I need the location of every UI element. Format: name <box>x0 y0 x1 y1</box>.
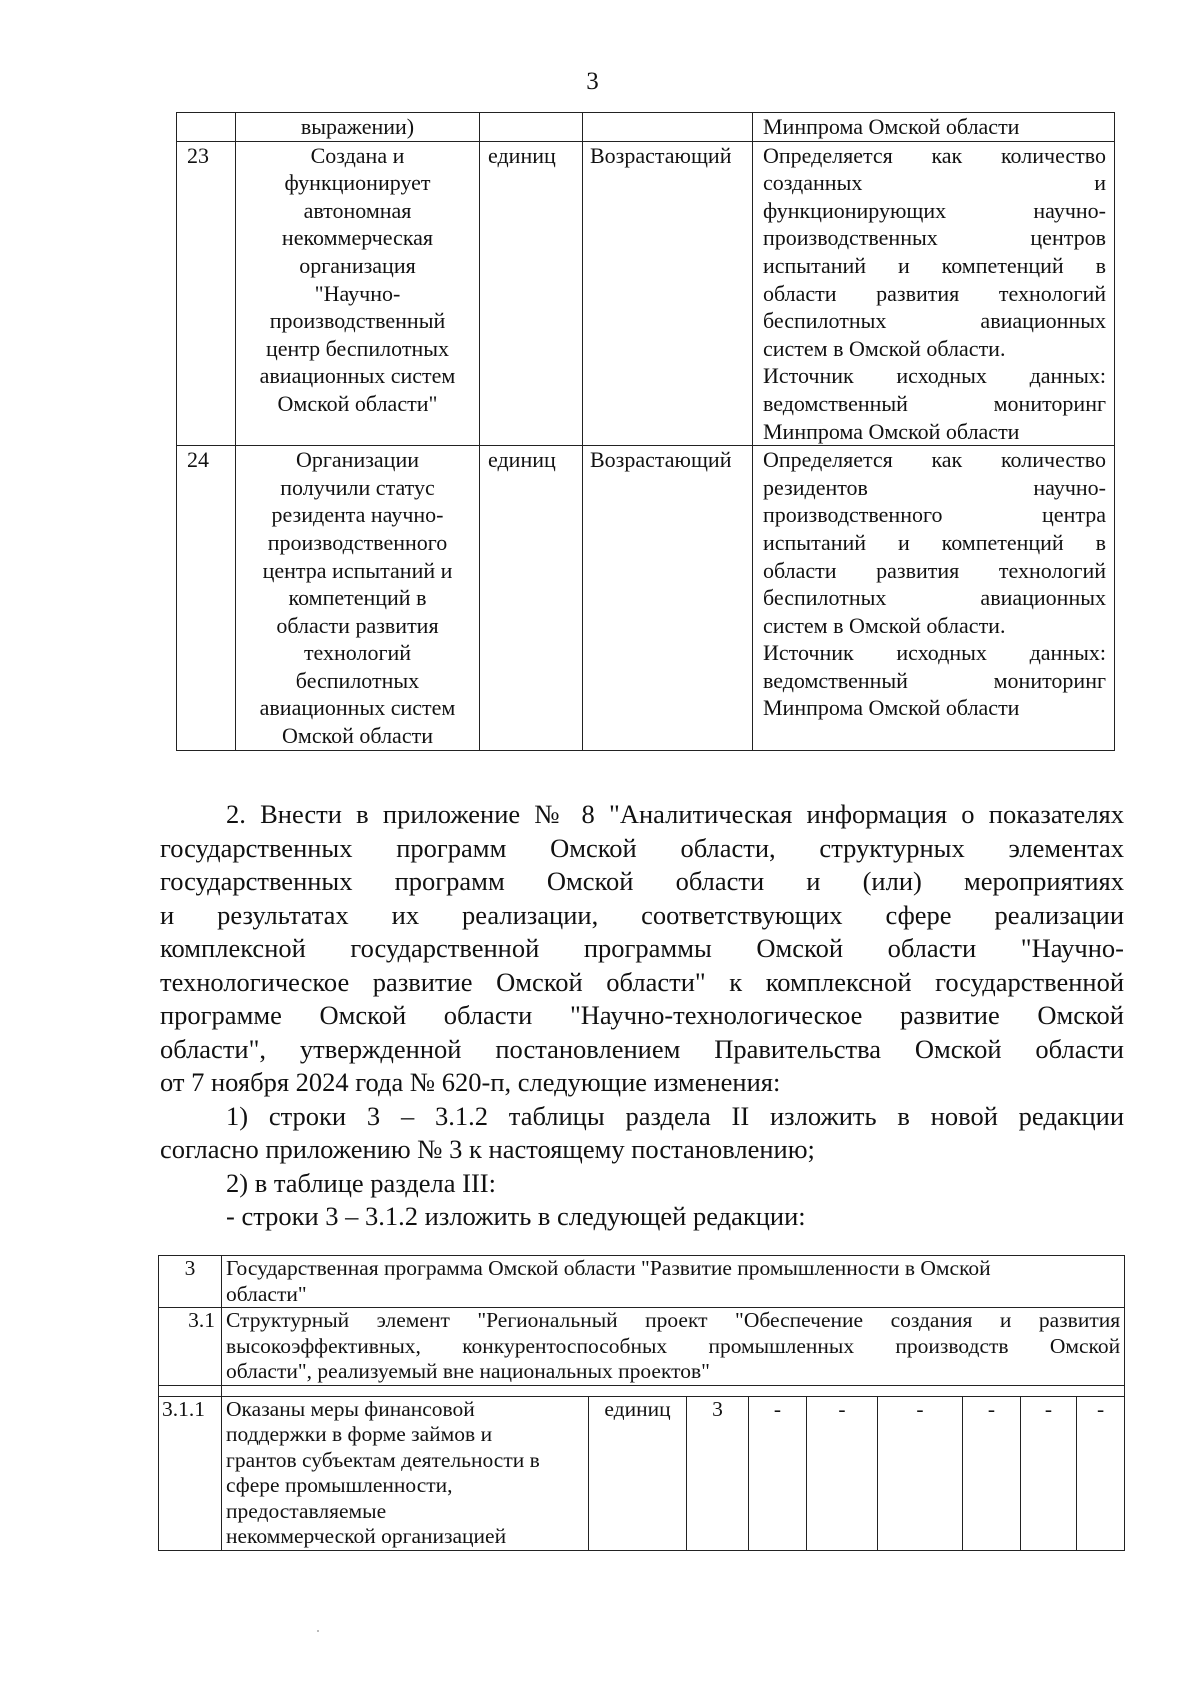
cell-name: Создана и функционирует автономная некоммерческая организация "Научно- производственный центр беспилотных авиационных систем Омской области" <box>236 141 480 446</box>
table-row-23 <box>177 141 1115 446</box>
cell-unit <box>480 113 583 142</box>
scan-speck <box>317 1630 319 1632</box>
cell-num: 23 <box>177 141 236 446</box>
table-row-continuation <box>177 113 1115 142</box>
table-row-3 <box>159 1256 1125 1308</box>
cell-measure-name: Оказаны меры финансовой поддержки в форме займов и грантов субъектам деятельности в сфере промышленности, предоставляемые некоммерческой организацией <box>222 1396 589 1550</box>
item-1-line: 1) строки 3 – 3.1.2 таблицы раздела II изложить в новой редакции <box>226 1100 1124 1131</box>
cell-unit: единиц <box>589 1396 687 1550</box>
cell-value: - <box>963 1396 1021 1550</box>
cell-code: 3.1 <box>159 1308 222 1386</box>
item-1-line: согласно приложению № 3 к настоящему постановлению; <box>160 1134 815 1164</box>
cell-num: 24 <box>177 446 236 751</box>
paragraph-line: и результатах их реализации, соответствующих сфере реализации <box>160 899 1124 930</box>
cell-value: - <box>1021 1396 1077 1550</box>
cell-value: 3 <box>687 1396 749 1550</box>
cell-num <box>177 113 236 142</box>
paragraph-line: государственных программ Омской области и (или) мероприятиях <box>160 866 1124 896</box>
paragraph-line: технологическое развитие Омской области" к комплексной государственной <box>160 966 1124 997</box>
table-row-3-1 <box>159 1308 1125 1386</box>
cell-unit: единиц <box>480 446 583 751</box>
spacer-cell <box>222 1385 1125 1396</box>
cell-name: Организации получили статус резидента научно- производственного центра испытаний и компетенций в области развития технологий беспилотных авиационных систем Омской области <box>236 446 480 751</box>
cell-code: 3 <box>159 1256 222 1308</box>
item-2: 2) в таблице раздела III: <box>226 1167 496 1198</box>
cell-value: - <box>878 1396 963 1550</box>
cell-description: Определяется как количество созданных и функционирующих научно- производственных центров испытаний и компетенций в области развития технологий беспилотных авиационных систем в Омской области. Источник исходных данных: ведомственный мониторинг Минпрома Омской области <box>753 141 1115 446</box>
paragraph-line: области", утвержденной постановлением Правительства Омской области <box>160 1033 1124 1064</box>
table-row-3-1-1 <box>159 1396 1125 1550</box>
cell-value: - <box>807 1396 878 1550</box>
paragraph-line: программе Омской области "Научно-технологическое развитие Омской <box>160 1000 1124 1030</box>
cell-unit: единиц <box>480 141 583 446</box>
spacer-cell <box>159 1385 222 1396</box>
cell-program-name: Государственная программа Омской области "Развитие промышленности в Омской области" <box>222 1256 1125 1308</box>
cell-description: Определяется как количество резидентов научно- производственного центра испытаний и компетенций в области развития технологий беспилотных авиационных систем в Омской области. Источник исходных данных: ведомственный мониторинг Минпрома Омской области <box>753 446 1115 751</box>
cell-element-name: Структурный элемент "Региональный проект "Обеспечение создания и развития высокоэффективных, конкурентоспособных промышленных производств Омской области", реализуемый вне национальных проектов" <box>222 1308 1125 1386</box>
cell-direction: Возрастающий <box>583 141 753 446</box>
paragraph-line: государственных программ Омской области, структурных элементах <box>160 832 1124 863</box>
paragraph-line: от 7 ноября 2024 года № 620-п, следующие изменения: <box>160 1067 781 1097</box>
cell-code: 3.1.1 <box>159 1396 222 1550</box>
cell-value: - <box>1077 1396 1125 1550</box>
cell-description: Минпрома Омской области <box>753 113 1115 142</box>
table-row-spacer <box>159 1385 1125 1396</box>
program-table <box>158 1255 1125 1551</box>
cell-direction <box>583 113 753 142</box>
amendment-text <box>160 798 1124 1234</box>
paragraph-line: комплексной государственной программы Омской области "Научно- <box>160 933 1124 963</box>
cell-direction: Возрастающий <box>583 446 753 751</box>
table-row-24 <box>177 446 1115 751</box>
page-number: 3 <box>586 68 599 95</box>
indicators-table <box>176 112 1115 751</box>
cell-name: выражении) <box>236 113 480 142</box>
item-2-sub: - строки 3 – 3.1.2 изложить в следующей редакции: <box>226 1201 806 1231</box>
cell-value: - <box>749 1396 807 1550</box>
paragraph-line: 2. Внести в приложение № 8 "Аналитическая информация о показателях <box>226 799 1124 829</box>
